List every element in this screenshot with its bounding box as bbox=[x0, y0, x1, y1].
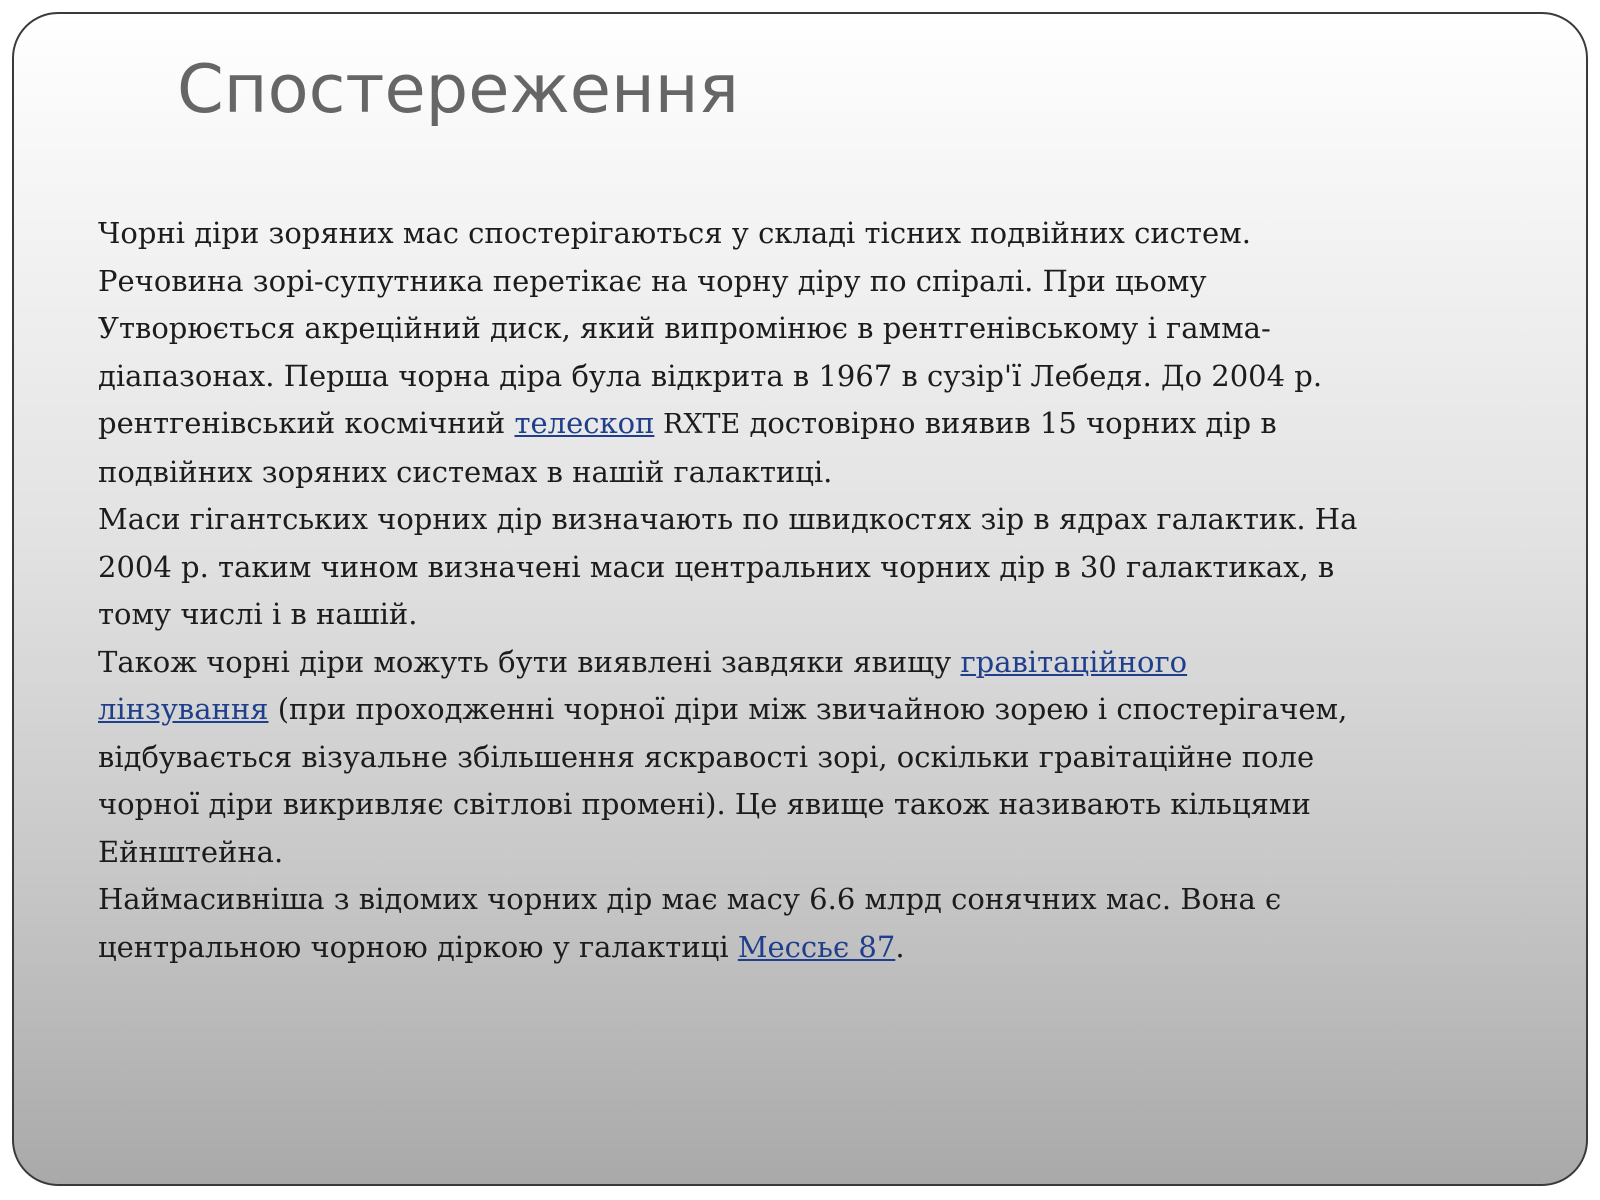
body-line: діапазонах. Перша чорна діра була відкрита в 1967 в сузір'ї Лебедя. До 2004 р. bbox=[98, 358, 1323, 393]
body-line: Ейнштейна. bbox=[98, 834, 284, 869]
rxte-text: RXTE bbox=[654, 409, 741, 440]
gravitational-lensing-link[interactable]: гравітаційного bbox=[960, 644, 1188, 679]
body-line: відбувається візуальне збільшення яскравості зорі, оскільки гравітаційне поле bbox=[98, 739, 1315, 774]
slide-body bbox=[98, 210, 1478, 971]
body-text: Також чорні діри можуть бути виявлені завдяки явищу bbox=[98, 644, 961, 679]
body-line bbox=[98, 639, 1478, 687]
body-text: . bbox=[895, 929, 905, 964]
body-text: достовірно виявив 15 чорних дір в bbox=[740, 406, 1277, 440]
body-line bbox=[98, 924, 1478, 972]
telescope-link[interactable]: телескоп bbox=[514, 406, 655, 440]
gravitational-lensing-link-continued[interactable]: лінзування bbox=[98, 692, 269, 726]
body-line: подвійних зоряних системах в нашій галактиці. bbox=[98, 454, 833, 489]
body-line: Наймасивніша з відомих чорних дір має масу 6.6 млрд сонячних мас. Вона є bbox=[98, 882, 1282, 916]
slide bbox=[12, 12, 1588, 1186]
body-line bbox=[98, 686, 1478, 734]
body-text: (при проходженні чорної діри між звичайною зорею і спостерігачем, bbox=[268, 692, 1348, 726]
body-line bbox=[98, 400, 1478, 449]
body-line: Чорні діри зоряних мас спостерігаються у складі тісних подвійних систем. bbox=[98, 216, 1251, 250]
body-text: центральною чорною діркою у галактиці bbox=[98, 929, 738, 964]
messier-87-link[interactable]: Мессьє 87 bbox=[737, 929, 896, 964]
body-line: чорної діри викривляє світлові промені). Це явище також називають кільцями bbox=[98, 787, 1311, 821]
slide-title: Спостереження bbox=[177, 50, 739, 128]
body-line: тому числі і в нашій. bbox=[98, 597, 418, 631]
body-text: рентгенівський космічний bbox=[98, 406, 515, 440]
body-line: Речовина зорі-супутника перетікає на чорну діру по спіралі. При цьому bbox=[98, 263, 1207, 298]
body-line: Маси гігантських чорних дір визначають по швидкостях зір в ядрах галактик. На bbox=[98, 502, 1358, 536]
body-line: 2004 р. таким чином визначені маси центральних чорних дір в 30 галактиках, в bbox=[98, 549, 1335, 584]
body-line: Утворюється акреційний диск, який випромінює в рентгенівському і гамма- bbox=[98, 311, 1271, 345]
